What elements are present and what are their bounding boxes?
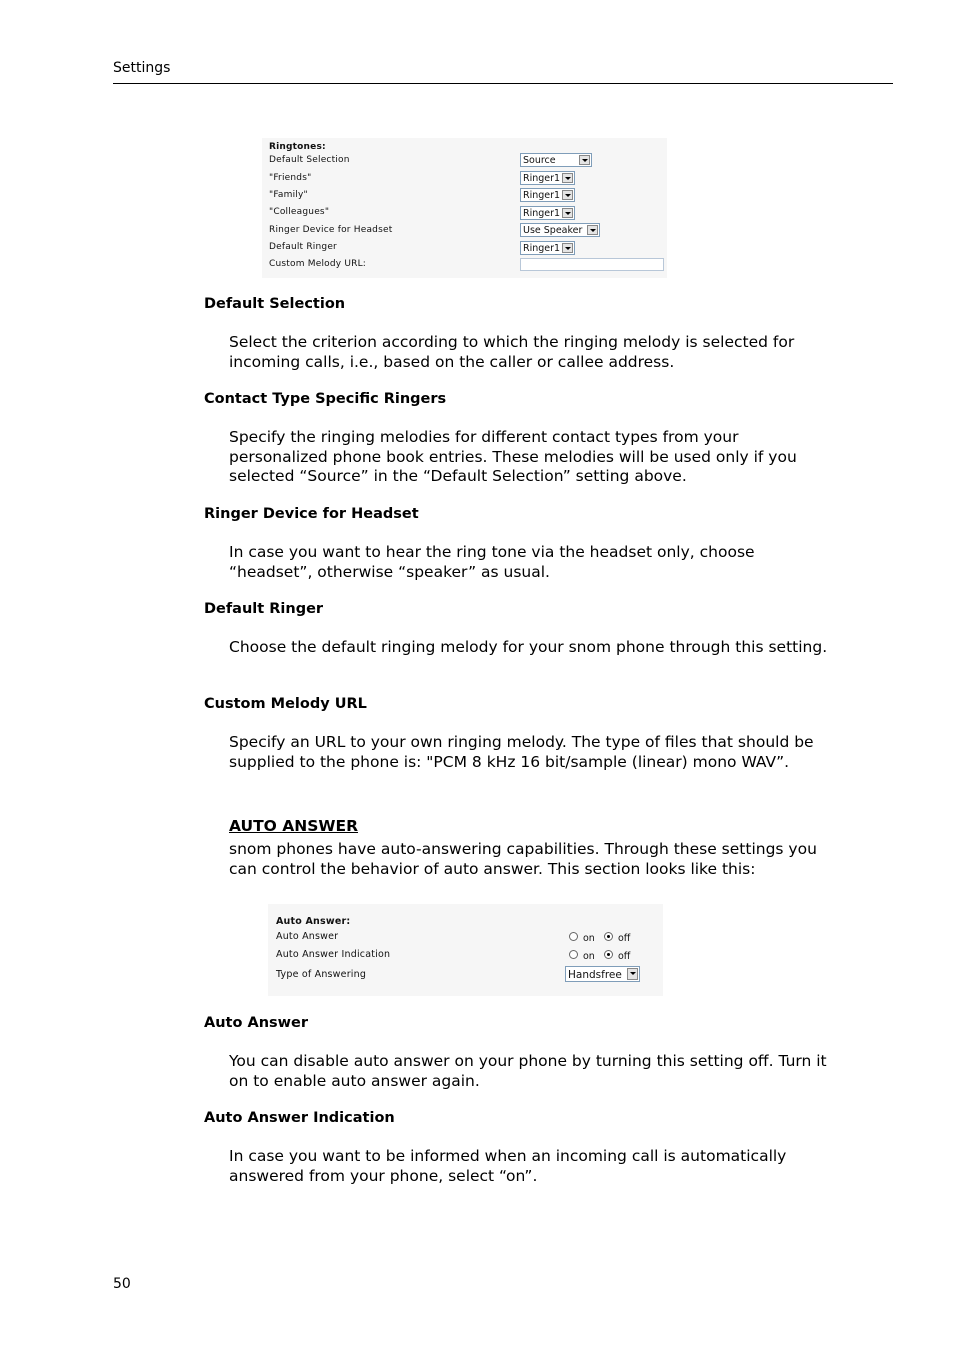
friends-ringer-value: Ringer1 xyxy=(523,173,561,184)
auto-answer-indication-off-label: off xyxy=(618,951,631,962)
colleagues-label: "Colleagues" xyxy=(269,207,330,217)
type-of-answering-value: Handsfree xyxy=(568,969,622,981)
ringtones-title: Ringtones: xyxy=(269,142,326,152)
section-heading: Auto Answer Indication xyxy=(204,1110,395,1126)
custom-melody-url-label: Custom Melody URL: xyxy=(269,259,367,269)
default-ringer-select[interactable] xyxy=(520,241,575,255)
section-text: Specify an URL to your own ringing melody. The type of files that should be supplied to the phone is: "PCM 8 kHz 16 bit/sample (linear) mono WAV”. xyxy=(229,733,814,771)
auto-answer-intro: snom phones have auto-answering capabilities. Through these settings you can control the behavior of auto answer. This section looks like this: xyxy=(229,840,817,878)
auto-answer-on-radio[interactable] xyxy=(569,932,578,941)
ringtones-settings-screenshot xyxy=(262,138,667,278)
auto-answer-indication-label: Auto Answer Indication xyxy=(276,949,391,960)
default-selection-value: Source xyxy=(523,155,556,166)
custom-melody-url-input[interactable] xyxy=(520,258,664,271)
auto-answer-indication-on-radio[interactable] xyxy=(569,950,578,959)
auto-answer-off-label: off xyxy=(618,933,631,944)
running-header: Settings xyxy=(113,60,171,76)
chevron-down-icon xyxy=(562,243,573,253)
chevron-down-icon xyxy=(627,968,638,980)
section-heading: Auto Answer xyxy=(204,1015,309,1031)
type-of-answering-select[interactable] xyxy=(565,966,640,982)
colleagues-ringer-value: Ringer1 xyxy=(523,208,561,219)
header-rule xyxy=(113,83,893,84)
default-selection-select[interactable] xyxy=(520,153,592,167)
auto-answer-off-radio[interactable] xyxy=(604,932,613,941)
family-ringer-select[interactable] xyxy=(520,188,575,202)
section-text: You can disable auto answer on your phone by turning this setting off. Turn it on to enable auto answer again. xyxy=(229,1052,827,1090)
headset-ringer-device-select[interactable] xyxy=(520,223,600,237)
default-ringer-value: Ringer1 xyxy=(523,243,561,254)
section-heading: Default Selection xyxy=(204,296,346,312)
chevron-down-icon xyxy=(562,190,573,200)
auto-answer-panel-title: Auto Answer: xyxy=(276,916,351,927)
section-heading: Custom Melody URL xyxy=(204,696,367,712)
chevron-down-icon xyxy=(579,155,590,165)
default-ringer-label: Default Ringer xyxy=(269,242,337,252)
section-heading: Contact Type Specific Ringers xyxy=(204,391,447,407)
auto-answer-on-label: on xyxy=(583,933,595,944)
auto-answer-label: Auto Answer xyxy=(276,931,339,942)
headset-ringer-device-value: Use Speaker xyxy=(523,225,583,236)
auto-answer-section-title: AUTO ANSWER xyxy=(229,817,359,835)
family-label: "Family" xyxy=(269,190,308,200)
section-text: Select the criterion according to which the ringing melody is selected for incoming calls, i.e., based on the caller or callee address. xyxy=(229,333,795,371)
section-heading: Ringer Device for Headset xyxy=(204,506,419,522)
section-text: Choose the default ringing melody for your snom phone through this setting. xyxy=(229,638,828,656)
default-selection-label: Default Selection xyxy=(269,155,350,165)
type-of-answering-label: Type of Answering xyxy=(276,969,367,980)
auto-answer-indication-on-label: on xyxy=(583,951,595,962)
family-ringer-value: Ringer1 xyxy=(523,190,561,201)
section-text: Specify the ringing melodies for different contact types from your personalized phone book entries. These melodies will be used only if you selected “Source” in the “Default Selection” setting above. xyxy=(229,428,797,486)
auto-answer-indication-off-radio[interactable] xyxy=(604,950,613,959)
auto-answer-settings-screenshot xyxy=(268,904,663,996)
friends-label: "Friends" xyxy=(269,173,312,183)
chevron-down-icon xyxy=(562,208,573,218)
page-number: 50 xyxy=(113,1276,131,1292)
ringer-device-headset-label: Ringer Device for Headset xyxy=(269,225,393,235)
section-text: In case you want to be informed when an incoming call is automatically answered from your phone, select “on”. xyxy=(229,1147,787,1185)
friends-ringer-select[interactable] xyxy=(520,171,575,185)
colleagues-ringer-select[interactable] xyxy=(520,206,575,220)
chevron-down-icon xyxy=(587,225,598,235)
section-text: In case you want to hear the ring tone via the headset only, choose “headset”, otherwise “speaker” as usual. xyxy=(229,543,755,581)
section-heading: Default Ringer xyxy=(204,601,324,617)
chevron-down-icon xyxy=(562,173,573,183)
